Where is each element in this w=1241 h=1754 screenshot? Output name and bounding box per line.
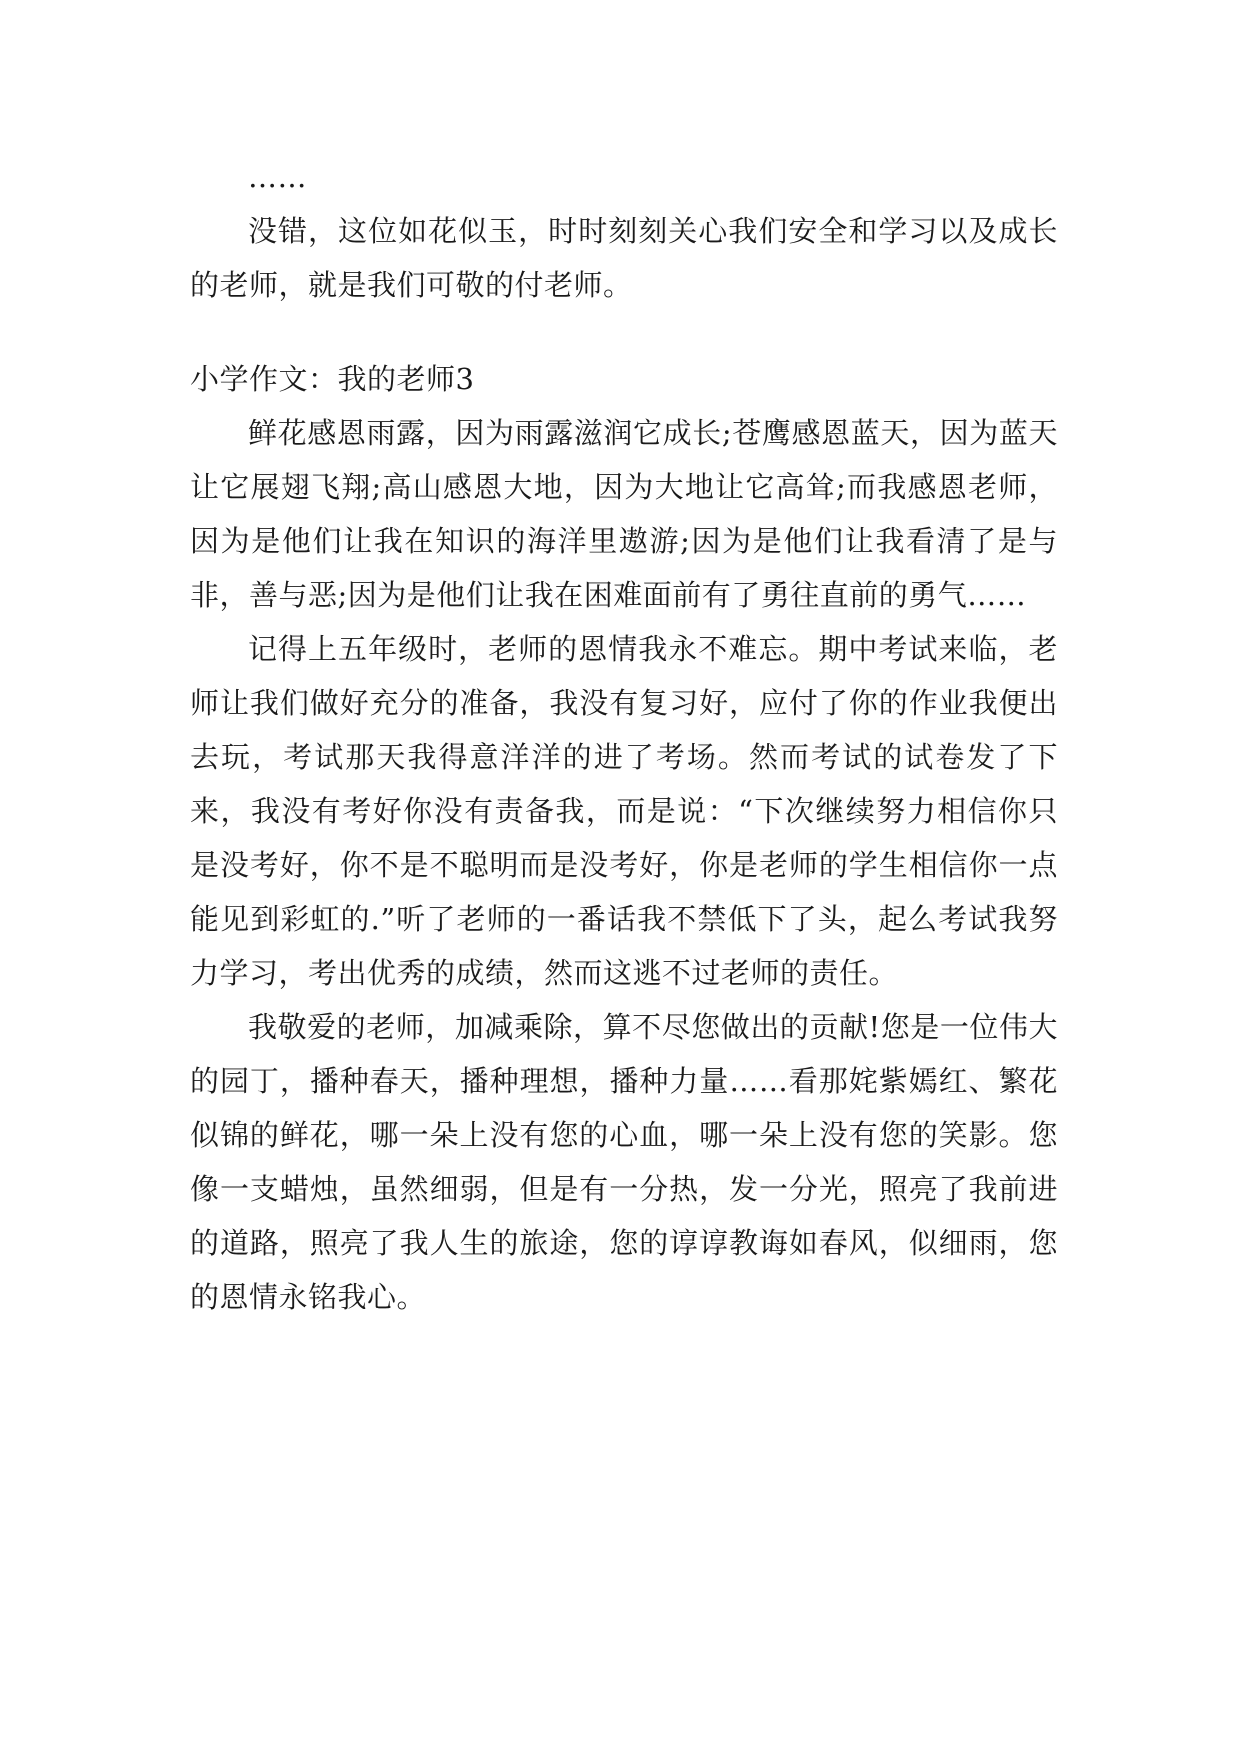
document-page bbox=[190, 150, 1058, 1324]
intro-closing-paragraph: 没错，这位如花似玉，时时刻刻关心我们安全和学习以及成长的老师，就是我们可敬的付老师。 bbox=[190, 214, 1058, 302]
section-gap bbox=[190, 312, 1058, 352]
section-title: 小学作文：我的老师3 bbox=[190, 362, 475, 396]
lead-ellipsis: …… bbox=[248, 160, 307, 194]
paragraph-dear-teacher: 我敬爱的老师，加减乘除，算不尽您做出的贡献!您是一位伟大的园丁，播种春天，播种理想，播种力量……看那姹紫嫣红、繁花似锦的鲜花，哪一朵上没有您的心血，哪一朵上没有您的笑影。您像一支蜡烛，虽然细弱，但是有一分热，发一分光，照亮了我前进的道路，照亮了我人生的旅途，您的谆谆教诲如春风，似细雨，您的恩情永铭我心。 bbox=[190, 1010, 1058, 1314]
paragraph-gratitude: 鲜花感恩雨露，因为雨露滋润它成长;苍鹰感恩蓝天，因为蓝天让它展翅飞翔;高山感恩大地，因为大地让它高耸;而我感恩老师，因为是他们让我在知识的海洋里遨游;因为是他们让我看清了是与非，善与恶;因为是他们让我在困难面前有了勇往直前的勇气…… bbox=[190, 416, 1058, 612]
paragraph-exam-memory: 记得上五年级时，老师的恩情我永不难忘。期中考试来临，老师让我们做好充分的准备，我没有复习好，应付了你的作业我便出去玩，考试那天我得意洋洋的进了考场。然而考试的试卷发了下来，我没有考好你没有责备我，而是说：“下次继续努力相信你只是没考好，你不是不聪明而是没考好，你是老师的学生相信你一点能见到彩虹的.”听了老师的一番话我不禁低下了头，起么考试我努力学习，考出优秀的成绩，然而这逃不过老师的责任。 bbox=[190, 632, 1058, 990]
